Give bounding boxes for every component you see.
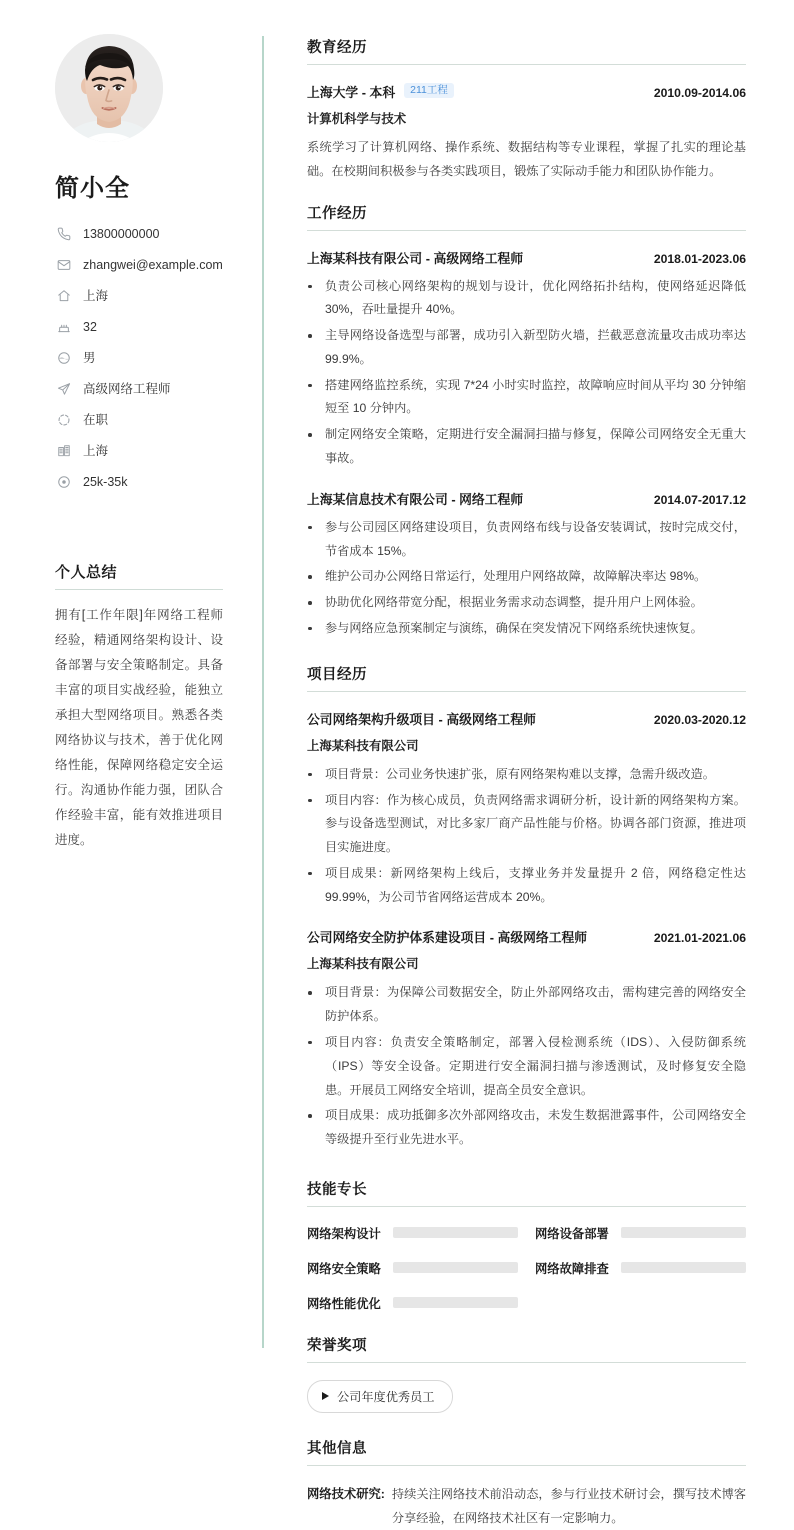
- awards-section: [307, 1334, 746, 1413]
- skill-track: [393, 1227, 518, 1238]
- skill-track: [621, 1262, 746, 1273]
- phone-icon: [55, 226, 72, 243]
- entry-header: [307, 248, 746, 267]
- work-entry: [307, 248, 746, 471]
- list-item: 项目内容：负责安全策略制定，部署入侵检测系统（IDS）、入侵防御系统（IPS）等安全设备。定期进行安全漏洞扫描与渗透测试，及时修复安全隐患。开展员工网络安全培训，提高全员安全意识。: [307, 1031, 746, 1102]
- entry-header: [307, 927, 746, 946]
- skill-row: [307, 1294, 518, 1312]
- list-item: 负责公司核心网络架构的规划与设计，优化网络拓扑结构，使网络延迟降低 30%，吞吐量提升 40%。: [307, 275, 746, 323]
- education-heading: 教育经历: [307, 36, 746, 65]
- project-bullets: [307, 981, 746, 1151]
- skills-heading: 技能专长: [307, 1178, 746, 1207]
- skill-label: 网络架构设计: [307, 1226, 381, 1241]
- cake-icon: [55, 319, 72, 336]
- education-entry: [307, 82, 746, 184]
- contact-value: 13800000000: [83, 226, 160, 241]
- contact-value: 32: [83, 319, 97, 334]
- avatar: [55, 34, 163, 142]
- contact-item-phone: [55, 221, 235, 247]
- project-company: 上海某科技有限公司: [307, 957, 419, 972]
- contact-value: 上海: [83, 443, 109, 458]
- school-name: 上海大学 - 本科: [307, 85, 396, 100]
- list-item: 项目背景：为保障公司数据安全，防止外部网络攻击，需构建完善的网络安全防护体系。: [307, 981, 746, 1029]
- other-info-section: [307, 1437, 746, 1530]
- list-item: 项目背景：公司业务快速扩张，原有网络架构难以支撑，急需升级改造。: [307, 763, 746, 787]
- contact-value: 男: [83, 350, 96, 365]
- skill-row: [535, 1224, 746, 1242]
- entry-header: [307, 82, 746, 101]
- work-title: 上海某信息技术有限公司 - 网络工程师: [307, 491, 524, 507]
- other-info-row: [307, 1483, 746, 1530]
- list-item: 维护公司办公网络日常运行，处理用户网络故障，故障解决率达 98%。: [307, 565, 746, 589]
- project-title: 公司网络架构升级项目 - 高级网络工程师: [307, 711, 536, 727]
- awards-heading: 荣誉奖项: [307, 1334, 746, 1363]
- list-item: 参与网络应急预案制定与演练，确保在突发情况下网络系统快速恢复。: [307, 617, 746, 641]
- coin-icon: [55, 474, 72, 491]
- contact-value: 25k-35k: [83, 474, 128, 489]
- main-content: [263, 0, 794, 1525]
- contact-item-location: [55, 283, 235, 309]
- contact-item-company-city: [55, 438, 235, 464]
- major-name: 计算机科学与技术: [307, 112, 407, 126]
- list-item: 项目成果：新网络架构上线后，支撑业务并发量提升 2 倍，网络稳定性达 99.99%，为公司节省网络运营成本 20%。: [307, 862, 746, 910]
- list-item: 搭建网络监控系统，实现 7*24 小时实时监控，故障响应时间从平均 30 分钟缩短至 10 分钟内。: [307, 374, 746, 422]
- contact-item-salary: [55, 469, 235, 495]
- list-item: 协助优化网络带宽分配，根据业务需求动态调整，提升用户上网体验。: [307, 591, 746, 615]
- projects-section: [307, 663, 746, 1152]
- skill-row: [307, 1259, 518, 1277]
- work-date: 2014.07-2017.12: [653, 492, 746, 507]
- work-title: 上海某科技有限公司 - 高级网络工程师: [307, 250, 524, 266]
- triangle-icon: [322, 1392, 329, 1400]
- skill-label: 网络设备部署: [535, 1226, 609, 1241]
- skill-label: 网络安全策略: [307, 1261, 381, 1276]
- work-section: [307, 202, 746, 641]
- entry-header: [307, 489, 746, 508]
- entry-title-line: [307, 709, 536, 728]
- summary-heading: 个人总结: [55, 561, 223, 590]
- entry-title-line: [307, 248, 523, 267]
- entry-title-line: [307, 489, 523, 508]
- skill-row: [535, 1259, 746, 1277]
- work-entry: [307, 489, 746, 641]
- skill-label: 网络故障排查: [535, 1261, 609, 1276]
- contact-value: zhangwei@example.com: [83, 257, 223, 272]
- skill-grid: [307, 1224, 746, 1312]
- status-badge: 211工程: [404, 83, 454, 99]
- contact-value: 在职: [83, 412, 109, 427]
- skill-track: [393, 1262, 518, 1273]
- entry-header: [307, 709, 746, 728]
- contact-item-age: [55, 314, 235, 340]
- contact-value: 高级网络工程师: [83, 381, 171, 396]
- education-section: [307, 36, 746, 184]
- skill-label: 网络性能优化: [307, 1296, 381, 1311]
- contact-list: [55, 221, 235, 495]
- contact-item-gender: [55, 345, 235, 371]
- home-icon: [55, 288, 72, 305]
- project-date: 2021.01-2021.06: [653, 931, 746, 946]
- list-item: 项目成果：成功抵御多次外部网络攻击，未发生数据泄露事件，公司网络安全等级提升至行业先进水平。: [307, 1104, 746, 1152]
- list-item: 参与公司园区网络建设项目，负责网络布线与设备安装调试，按时完成交付，节省成本 15%。: [307, 516, 746, 564]
- envelope-icon: [55, 257, 72, 274]
- page-title: 简小全: [55, 175, 130, 202]
- project-bullets: [307, 763, 746, 910]
- work-bullets: [307, 516, 746, 641]
- paper-plane-icon: [55, 381, 72, 398]
- work-bullets: [307, 275, 746, 471]
- other-info-text: 持续关注网络技术前沿动态，参与行业技术研讨会，撰写技术博客分享经验，在网络技术社区有一定影响力。: [391, 1486, 746, 1525]
- list-item: 主导网络设备选型与部署，成功引入新型防火墙，拦截恶意流量攻击成功率达 99.9%。: [307, 324, 746, 372]
- entry-title-line: [307, 927, 587, 946]
- status-icon: [55, 412, 72, 429]
- education-description: 系统学习了计算机网络、操作系统、数据结构等专业课程，掌握了扎实的理论基础。在校期间积极参与各类实践项目，锻炼了实际动手能力和团队协作能力。: [307, 140, 746, 178]
- project-title: 公司网络安全防护体系建设项目 - 高级网络工程师: [307, 930, 588, 946]
- education-date: 2010.09-2014.06: [653, 86, 746, 100]
- skills-section: [307, 1178, 746, 1312]
- projects-heading: 项目经历: [307, 663, 746, 692]
- award-label: 公司年度优秀员工: [337, 1389, 435, 1404]
- list-item: 制定网络安全策略，定期进行安全漏洞扫描与修复，保障公司网络安全无重大事故。: [307, 423, 746, 471]
- contact-item-status: [55, 407, 235, 433]
- summary-text: 拥有[工作年限]年网络工程师经验，精通网络架构设计、设备部署与安全策略制定。具备丰富的项目实战经验，能独立承担大型网络项目。熟悉各类网络协议与技术，善于优化网络性能，保障网络稳定安全运行。沟通协作能力强，团队合作经验丰富，能有效推进项目进度。: [55, 608, 223, 847]
- work-date: 2018.01-2023.06: [653, 251, 746, 266]
- list-item: 项目内容：作为核心成员，负责网络需求调研分析，设计新的网络架构方案。参与设备选型测试，对比多家厂商产品性能与价格。协调各部门资源，推进项目实施进度。: [307, 789, 746, 860]
- contact-item-email: [55, 252, 235, 278]
- contact-value: 上海: [83, 288, 109, 303]
- project-date: 2020.03-2020.12: [653, 712, 746, 727]
- summary-section: [55, 561, 235, 853]
- skill-row: [307, 1224, 518, 1242]
- other-info-heading: 其他信息: [307, 1437, 746, 1466]
- skill-track: [393, 1297, 518, 1308]
- skill-track: [621, 1227, 746, 1238]
- project-company: 上海某科技有限公司: [307, 738, 419, 753]
- other-info-label: 网络技术研究:: [307, 1486, 385, 1501]
- portrait-photo-icon: [55, 34, 163, 142]
- vertical-divider: [262, 36, 264, 1348]
- gender-icon: [55, 350, 72, 367]
- entry-title-line: [307, 82, 454, 101]
- awards-list: [307, 1380, 746, 1413]
- building-icon: [55, 443, 72, 460]
- project-entry: [307, 709, 746, 910]
- work-heading: 工作经历: [307, 202, 746, 231]
- sidebar: [0, 0, 263, 1378]
- award-pill[interactable]: [307, 1380, 453, 1413]
- project-entry: [307, 927, 746, 1151]
- contact-item-position: [55, 376, 235, 402]
